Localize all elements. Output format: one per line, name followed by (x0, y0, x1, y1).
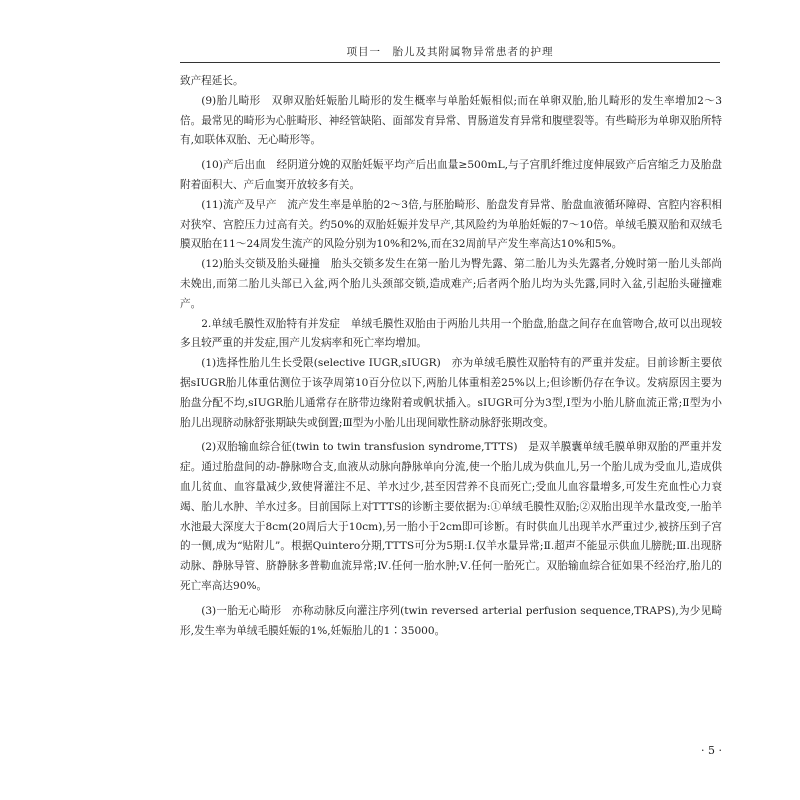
running-header: 项目一 胎儿及其附属物异常患者的护理 (346, 46, 554, 58)
paragraph-monochorionic-complications: 2.单绒毛膜性双胎特有并发症 单绒毛膜性双胎由于两胎儿共用一个胎盘,胎盘之间存在血管吻合,故可以出现较多且较严重的并发症,围产儿发病率和死亡率均增加。 (180, 317, 722, 350)
paragraph-postpartum-hemorrhage: (10)产后出血 经阴道分娩的双胎妊娠平均产后出血量≥500mL,与子宫肌纤维过度伸展致产后宫缩乏力及胎盘附着面积大、产后血窦开放较多有关。 (180, 159, 722, 191)
page-body (180, 72, 722, 641)
paragraph-head-locking: (12)胎头交锁及胎头碰撞 胎头交锁多发生在第一胎儿为臀先露、第二胎儿为头先露者,分娩时第一胎儿头部尚未娩出,而第二胎儿头部已入盆,两个胎儿头颈部交锁,造成难产;后者两个胎儿均为头先露,同时入盆,引起胎头碰撞难产。 (180, 258, 722, 310)
header-rule (180, 62, 720, 63)
paragraph-traps: (3)一胎无心畸形 亦称动脉反向灌注序列(twin reversed arterial perfusion sequence,TRAPS),为少见畸形,发生率为单绒毛膜妊娠的1%,妊娠胎儿的1∶35000。 (180, 604, 722, 637)
page-number: · 5 · (701, 744, 722, 757)
paragraph-miscarriage-preterm: (11)流产及早产 流产发生率是单胎的2～3倍,与胚胎畸形、胎盘发育异常、胎盘血液循环障碍、宫腔内容积相对狭窄、宫腔压力过高有关。约50%的双胎妊娠并发早产,其风险约为单胎妊娠的7～10倍。单绒毛膜双胎和双绒毛膜双胎在11～24周发生流产的风险分别为10%和2%,而在32周前早产发生率高达10%和5%。 (180, 198, 722, 251)
paragraph-ttts: (2)双胎输血综合征(twin to twin transfusion syndrome,TTTS) 是双羊膜囊单绒毛膜单卵双胎的严重并发症。通过胎盘间的动-静脉吻合支,血液从动脉向静脉单向分流,使一个胎儿成为供血儿,另一个胎儿成为受血儿,造成供血儿贫血、血容量减少,致使肾灌注不足、羊水过少,甚至因营养不良而死亡;受血儿血容量增多,可发生充血性心力衰竭、胎儿水肿、羊水过多。目前国际上对TTTS的诊断主要依据为:①单绒毛膜性双胎;②双胎出现羊水量改变,一胎羊水池最大深度大于8cm(20周后大于10cm),另一胎小于2cm即可诊断。有时供血儿出现羊水严重过少,被挤压到子宫的一侧,成为“贴附儿”。根据Quintero分期,TTTS可分为5期:Ⅰ.仅羊水量异常;Ⅱ.超声不能显示供血儿膀胱;Ⅲ.出现脐动脉、静脉导管、脐静脉多普勒血流异常;Ⅳ.任何一胎水肿;Ⅴ.任何一胎死亡。双胎输血综合征如果不经治疗,胎儿的死亡率高达90%。 (180, 441, 722, 592)
paragraph-fetal-malformation: (9)胎儿畸形 双卵双胎妊娠胎儿畸形的发生概率与单胎妊娠相似;而在单卵双胎,胎儿畸形的发生率增加2～3倍。最常见的畸形为心脏畸形、神经管缺陷、面部发育异常、胃肠道发育异常和腹壁裂等。有些畸形为单卵双胎所特有,如联体双胎、无心畸形等。 (180, 94, 722, 147)
paragraph-siugr: (1)选择性胎儿生长受限(selective IUGR,sIUGR) 亦为单绒毛膜性双胎特有的严重并发症。目前诊断主要依据sIUGR胎儿体重估测位于该孕周第10百分位以下,两胎儿体重相差25%以上;但诊断仍存在争议。发病原因主要为胎盘分配不均,sIUGR胎儿通常存在脐带边缘附着或帆状插入。sIUGR可分为3型,Ⅰ型为小胎儿脐血流正常;Ⅱ型为小胎儿出现脐动脉舒张期缺失或倒置;Ⅲ型为小胎儿出现间歇性脐动脉舒张期改变。 (180, 357, 722, 429)
paragraph-continuation: 致产程延长。 (180, 75, 244, 87)
